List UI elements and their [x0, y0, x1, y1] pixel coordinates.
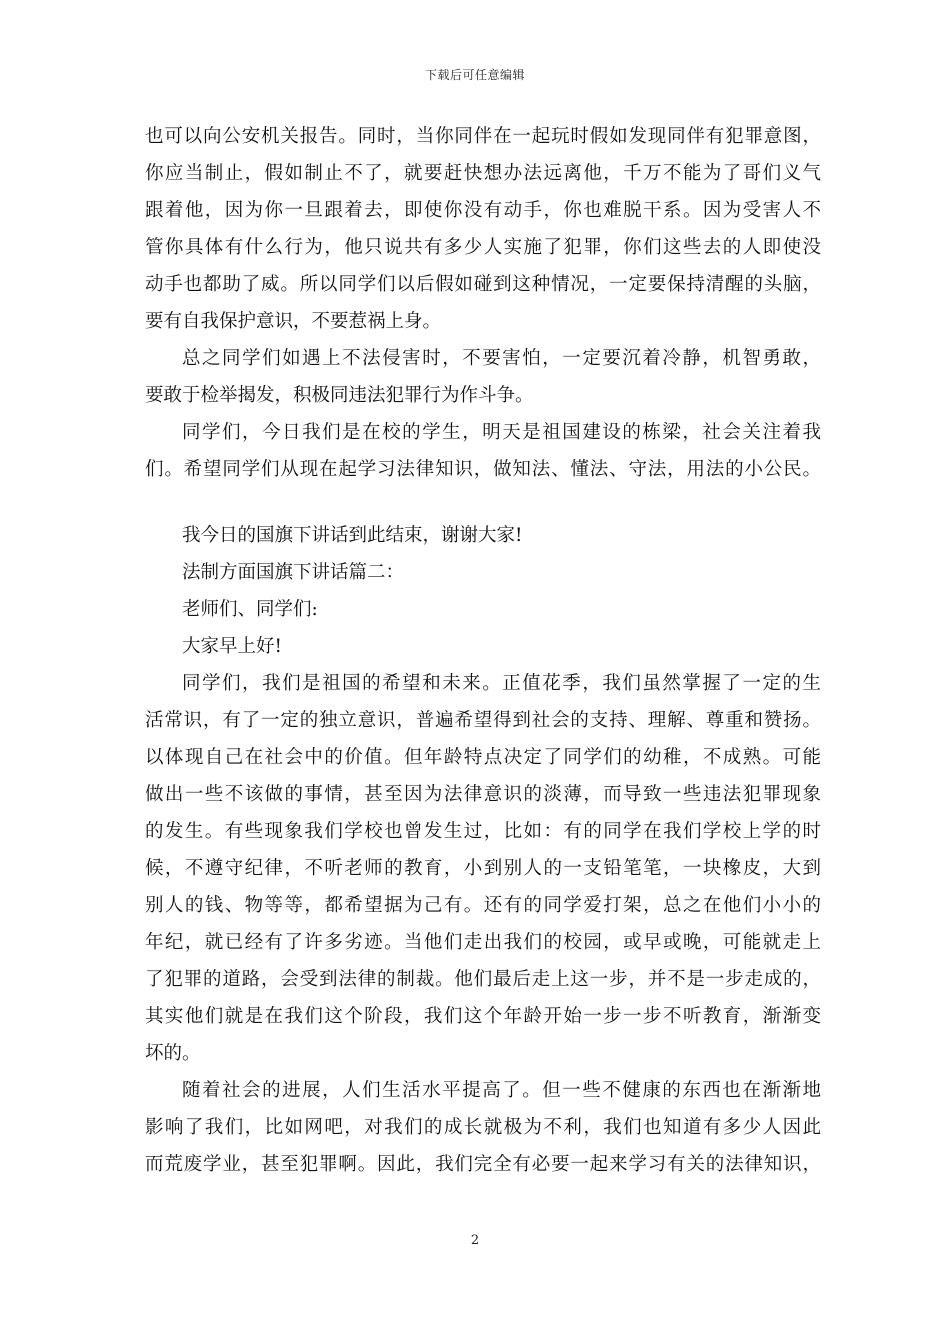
- text-line: 也可以向公安机关报告。同时，当你同伴在一起玩时假如发现同伴有犯罪意图，: [145, 126, 821, 147]
- page-number: 2: [470, 1233, 480, 1248]
- paragraph: [145, 414, 821, 488]
- text-line: 别人的钱、物等等，都希望据为己有。还有的同学爱打架，总之在他们小小的: [145, 895, 821, 916]
- paragraph: [145, 1072, 821, 1183]
- text-line: 而荒废学业，甚至犯罪啊。因此，我们完全有必要一起来学习有关的法律知识，: [145, 1154, 821, 1175]
- paragraph: [145, 118, 821, 340]
- salutation: 老师们、同学们:: [182, 599, 318, 620]
- text-line: 影响了我们，比如网吧，对我们的成长就极为不利，我们也知道有多少人因此: [145, 1117, 821, 1138]
- document-body: [145, 118, 821, 1183]
- text-line: 随着社会的进展，人们生活水平提高了。但一些不健康的东西也在渐渐地: [182, 1080, 821, 1101]
- text-line: 年纪，就已经有了许多劣迹。当他们走出我们的校园，或早或晚，可能就走上: [145, 932, 821, 953]
- paragraph: [145, 665, 821, 1072]
- section-title: 法制方面国旗下讲话篇二：: [182, 562, 405, 583]
- text-line: 们。希望同学们从现在起学习法律知识，做知法、懂法、守法，用法的小公民。: [145, 459, 821, 480]
- text-line: 要有自我保护意识，不要惹祸上身。: [145, 311, 442, 332]
- text-line: 了犯罪的道路，会受到法律的制裁。他们最后走上这一步，并不是一步走成的，: [145, 969, 821, 990]
- text-line: 候，不遵守纪律，不听老师的教育，小到别人的一支铅笔笔，一块橡皮，大到: [145, 858, 821, 879]
- blank-line: [145, 488, 821, 517]
- text-line: 坏的。: [145, 1043, 201, 1064]
- text-line: 总之同学们如遇上不法侵害时，不要害怕，一定要沉着冷静，机智勇敢，: [182, 348, 821, 369]
- text-line: 活常识，有了一定的独立意识，普遍希望得到社会的支持、理解、尊重和赞扬。: [145, 710, 821, 731]
- text-line: 你应当制止，假如制止不了，就要赶快想办法远离他，千万不能为了哥们义气: [145, 163, 821, 184]
- text-line: 做出一些不该做的事情，甚至因为法律意识的淡薄，而导致一些违法犯罪现象: [145, 784, 821, 805]
- text-line: 其实他们就是在我们这个阶段，我们这个年龄开始一步一步不听教育，渐渐变: [145, 1006, 821, 1027]
- text-line: 跟着他，因为你一旦跟着去，即使你没有动手，你也难脱干系。因为受害人不: [145, 200, 821, 221]
- text-line: 同学们，今日我们是在校的学生，明天是祖国建设的栋梁，社会关注着我: [182, 422, 821, 443]
- text-line: 以体现自己在社会中的价值。但年龄特点决定了同学们的幼稚，不成熟。可能: [145, 747, 821, 768]
- text-line: 要敢于检举揭发，积极同违法犯罪行为作斗争。: [145, 385, 534, 406]
- closing-line: 我今日的国旗下讲话到此结束，谢谢大家!: [182, 525, 523, 546]
- text-line: 同学们，我们是祖国的希望和未来。正值花季，我们虽然掌握了一定的生: [182, 673, 821, 694]
- text-line: 管你具体有什么行为，他只说共有多少人实施了犯罪，你们这些去的人即使没: [145, 237, 821, 258]
- text-line: 动手也都助了威。所以同学们以后假如碰到这种情况，一定要保持清醒的头脑，: [145, 274, 821, 295]
- greeting: 大家早上好!: [182, 636, 282, 657]
- text-line: 的发生。有些现象我们学校也曾发生过，比如：有的同学在我们学校上学的时: [145, 821, 821, 842]
- paragraph: [145, 340, 821, 414]
- page-header: 下载后可任意编辑: [424, 68, 525, 82]
